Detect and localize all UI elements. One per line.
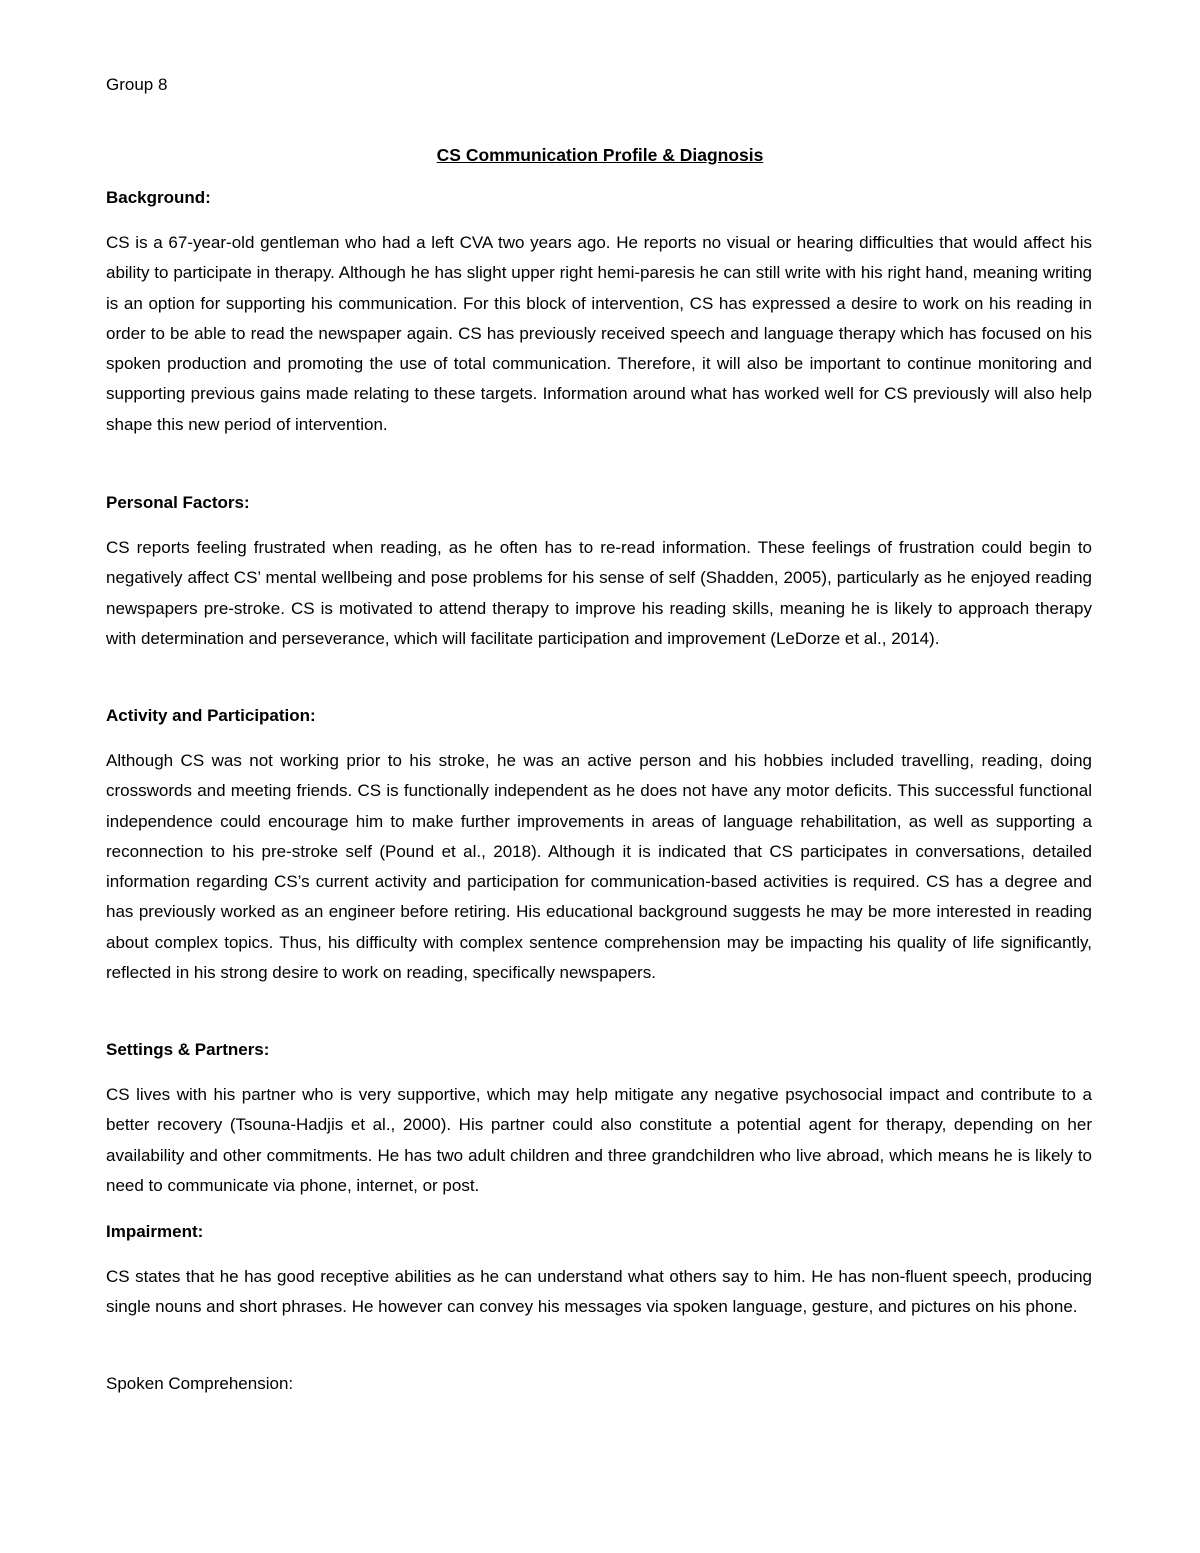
background-paragraph: CS is a 67-year-old gentleman who had a left CVA two years ago. He reports no visual or hearing difficulties that would affect his ability to participate in therapy. Although he has slight upper right hemi-paresis he can still write with his right hand, meaning writing is an option for supporting his communication. For this block of intervention, CS has expressed a desire to work on his reading in order to be able to read the newspaper again. CS has previously received speech and language therapy which has focused on his spoken production and promoting the use of total communication. Therefore, it will also be important to continue monitoring and supporting previous gains made relating to these targets. Information around what has worked well for CS previously will also help shape this new period of intervention. xyxy=(106,233,1092,434)
impairment-heading: Impairment: xyxy=(106,1222,204,1241)
settings-partners-heading: Settings & Partners: xyxy=(106,1040,270,1059)
spoken-comprehension-heading: Spoken Comprehension: xyxy=(106,1374,294,1393)
document-title: CS Communication Profile & Diagnosis xyxy=(436,145,764,165)
settings-partners-paragraph: CS lives with his partner who is very supportive, which may help mitigate any negative psychosocial impact and contribute to a better recovery (Tsouna-Hadjis et al., 2000). His partner could also constitute a potential agent for therapy, depending on her availability and other commitments. He has two adult children and three grandchildren who live abroad, which means he is likely to need to communicate via phone, internet, or post. xyxy=(106,1085,1092,1195)
personal-factors-heading: Personal Factors: xyxy=(106,493,250,512)
activity-participation-paragraph: Although CS was not working prior to his stroke, he was an active person and his hobbies included travelling, reading, doing crosswords and meeting friends. CS is functionally independent as he does not have any motor deficits. This successful functional independence could encourage him to make further improvements in areas of language rehabilitation, as well as supporting a reconnection to his pre-stroke self (Pound et al., 2018). Although it is indicated that CS participates in conversations, detailed information regarding CS’s current activity and participation for communication-based activities is required. CS has a degree and has previously worked as an engineer before retiring. His educational background suggests he may be more interested in reading about complex topics. Thus, his difficulty with complex sentence comprehension may be impacting his quality of life significantly, reflected in his strong desire to work on reading, specifically newspapers. xyxy=(106,751,1092,983)
activity-participation-heading: Activity and Participation: xyxy=(106,706,316,725)
background-heading: Background: xyxy=(106,188,211,207)
impairment-paragraph: CS states that he has good receptive abilities as he can understand what others say to him. He has non-fluent speech, producing single nouns and short phrases. He however can convey his messages via spoken language, gesture, and pictures on his phone. xyxy=(106,1267,1092,1317)
personal-factors-paragraph: CS reports feeling frustrated when reading, as he often has to re-read information. These feelings of frustration could begin to negatively affect CS’ mental wellbeing and pose problems for his sense of self (Shadden, 2005), particularly as he enjoyed reading newspapers pre-stroke. CS is motivated to attend therapy to improve his reading skills, meaning he is likely to approach therapy with determination and perseverance, which will facilitate participation and improvement (LeDorze et al., 2014). xyxy=(106,538,1092,648)
group-label: Group 8 xyxy=(106,75,168,94)
